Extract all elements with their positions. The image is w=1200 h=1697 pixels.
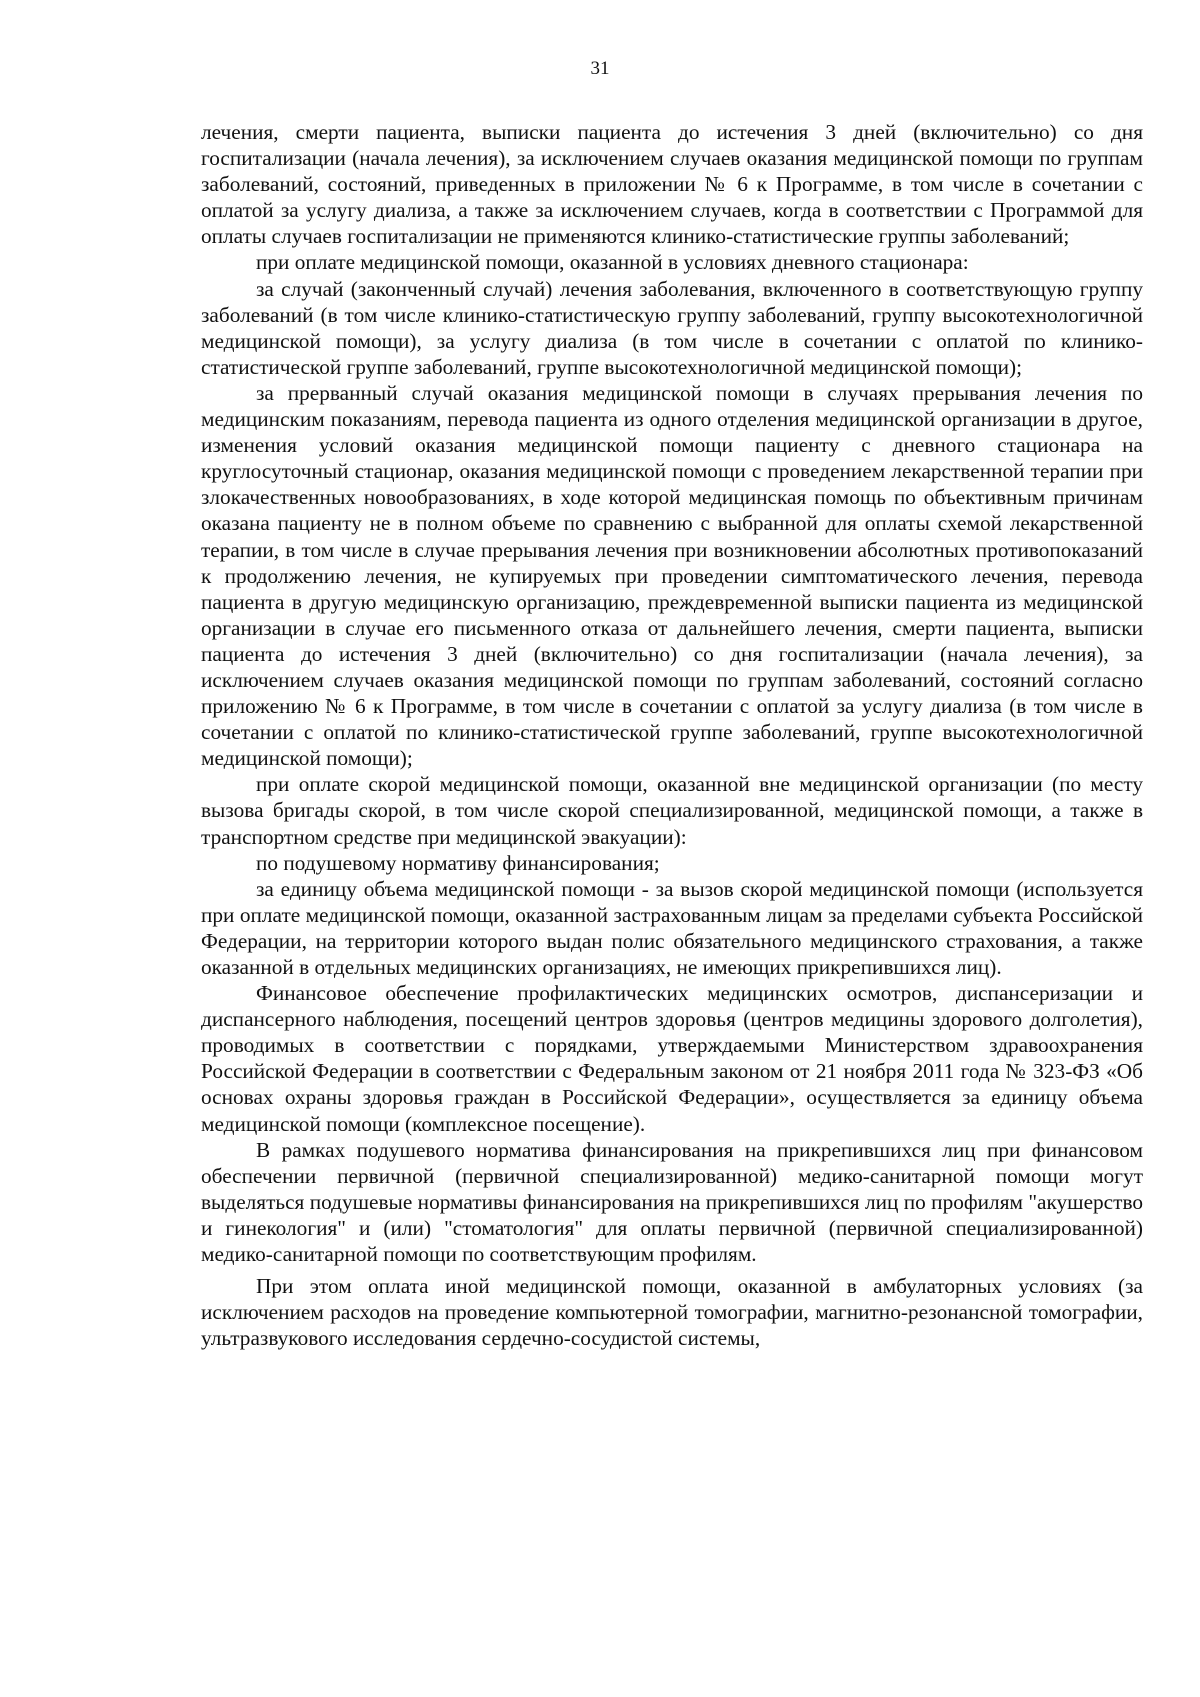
paragraph: по подушевому нормативу финансирования; — [256, 850, 660, 875]
paragraph: при оплате скорой медицинской помощи, оказанной вне медицинской организации (по месту вызова бригады скорой, в том числе скорой специализированной, медицинской помощи, а также в транспортном средстве при медицинской эвакуации): — [201, 772, 1143, 849]
page-number: 31 — [590, 58, 610, 79]
document-body — [201, 119, 1143, 1351]
paragraph: Финансовое обеспечение профилактических медицинских осмотров, диспансеризации и диспансерного наблюдения, посещений центров здоровья (центров медицины здорового долголетия), проводимых в соответствии с порядками, утверждаемыми Министерством здравоохранения Российской Федерации в соответствии с Федеральным законом от 21 ноября 2011 года № 323-ФЗ «Об основах охраны здоровья граждан в Российской Федерации», осуществляется за единицу объема медицинской помощи (комплексное посещение). — [201, 981, 1143, 1136]
paragraph: при оплате медицинской помощи, оказанной в условиях дневного стационара: — [256, 250, 969, 275]
paragraph: за прерванный случай оказания медицинской помощи в случаях прерывания лечения по медицинским показаниям, перевода пациента из одного отделения медицинской организации в другое, изменения условий оказания медицинской помощи пациенту с дневного стационара на круглосуточный стационар, оказания медицинской помощи с проведением лекарственной терапии при злокачественных новообразованиях, в ходе которой медицинская помощь по объективным причинам оказана пациенту не в полном объеме по сравнению с выбранной для оплаты схемой лекарственной терапии, в том числе в случае прерывания лечения при возникновении абсолютных противопоказаний к продолжению лечения, не купируемых при проведении симптоматического лечения, перевода пациента в другую медицинскую организацию, преждевременной выписки пациента из медицинской организации в случае его письменного отказа от дальнейшего лечения, смерти пациента, выписки пациента до истечения 3 дней (включительно) со дня госпитализации (начала лечения), за исключением случаев оказания медицинской помощи по группам заболеваний, состояний согласно приложению № 6 к Программе, в том числе в сочетании с оплатой за услугу диализа (в том числе в сочетании с оплатой по клинико-статистической группе заболеваний, группе высокотехнологичной медицинской помощи); — [201, 380, 1143, 771]
paragraph: за случай (законченный случай) лечения заболевания, включенного в соответствующую группу заболеваний (в том числе клинико-статистическую группу заболеваний, группу высокотехнологичной медицинской помощи), за услугу диализа (в том числе в сочетании с оплатой по клинико-статистической группе заболеваний, группе высокотехнологичной медицинской помощи); — [201, 276, 1143, 379]
paragraph: В рамках подушевого норматива финансирования на прикрепившихся лиц при финансовом обеспечении первичной (первичной специализированной) медико-санитарной помощи могут выделяться подушевые нормативы финансирования на прикрепившихся лиц по профилям "акушерство и гинекология" и (или) "стоматология" для оплаты первичной (первичной специализированной) медико-санитарной помощи по соответствующим профилям. — [201, 1137, 1143, 1267]
paragraph: лечения, смерти пациента, выписки пациента до истечения 3 дней (включительно) со дня госпитализации (начала лечения), за исключением случаев оказания медицинской помощи по группам заболеваний, состояний, приведенных в приложении № 6 к Программе, в том числе в сочетании с оплатой за услугу диализа, а также за исключением случаев, когда в соответствии с Программой для оплаты случаев госпитализации не применяются клинико-статистические группы заболеваний; — [201, 120, 1143, 249]
paragraph: При этом оплата иной медицинской помощи, оказанной в амбулаторных условиях (за исключением расходов на проведение компьютерной томографии, магнитно-резонансной томографии, ультразвукового исследования сердечно-сосудистой системы, — [201, 1274, 1143, 1351]
paragraph: за единицу объема медицинской помощи - за вызов скорой медицинской помощи (используется при оплате медицинской помощи, оказанной застрахованным лицам за пределами субъекта Российской Федерации, на территории которого выдан полис обязательного медицинского страхования, а также оказанной в отдельных медицинских организациях, не имеющих прикрепившихся лиц). — [201, 876, 1143, 979]
